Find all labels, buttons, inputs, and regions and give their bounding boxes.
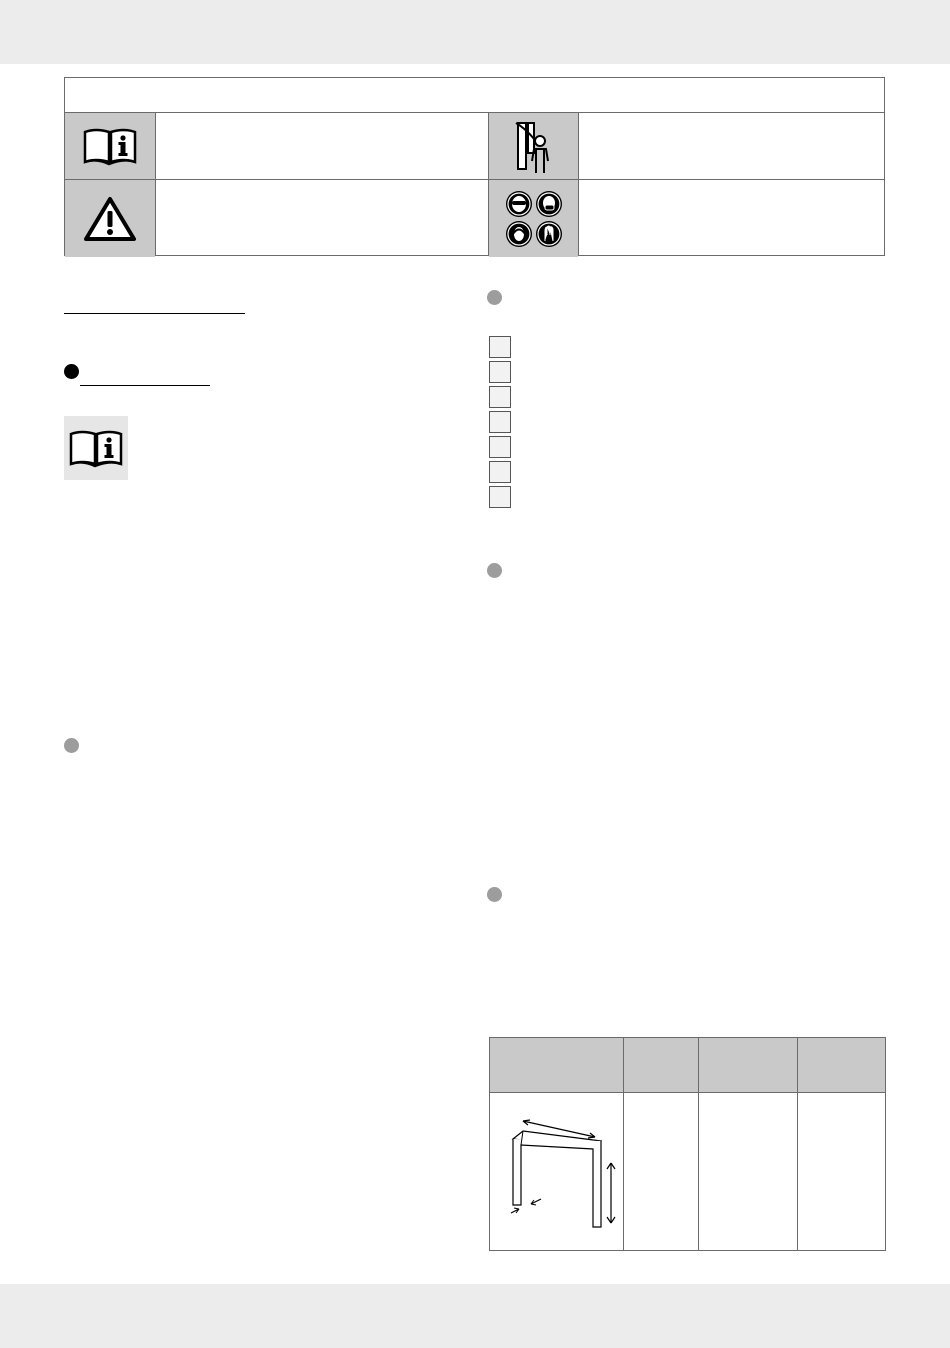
manual-info-icon (82, 126, 138, 166)
legend-icon-cell (489, 180, 578, 257)
legend-divider (578, 113, 579, 255)
heading-underline (64, 313, 245, 314)
table-value-cell (699, 1094, 797, 1250)
warning-triangle-icon (84, 196, 136, 242)
table-value-cell (798, 1094, 885, 1250)
manual-info-box (64, 416, 128, 480)
section-bullet (64, 364, 79, 379)
table-header-cell (624, 1038, 698, 1093)
legend-text (165, 113, 480, 179)
legend-text (589, 113, 879, 179)
section-bullet (487, 563, 502, 578)
top-page-band (0, 0, 950, 64)
dimensions-table (489, 1037, 886, 1251)
legend-text (589, 180, 879, 257)
delivery-checkbox[interactable] (489, 436, 511, 458)
frame-dimension-diagram (497, 1113, 617, 1231)
table-value-cell (624, 1094, 698, 1250)
section-bullet (487, 290, 502, 305)
bottom-page-band (0, 1284, 950, 1348)
section-underline (80, 385, 210, 386)
section-bullet (64, 738, 79, 753)
delivery-checkbox[interactable] (489, 486, 511, 508)
child-warning-icon (512, 117, 556, 175)
legend-icon-cell (65, 113, 155, 179)
legend-icon-cell (489, 113, 578, 179)
legend-divider (155, 113, 156, 255)
section-bullet (487, 887, 502, 902)
section-intro-title (84, 366, 210, 384)
symbol-legend-table (64, 77, 885, 256)
delivery-checkbox[interactable] (489, 411, 511, 433)
delivery-checkbox[interactable] (489, 336, 511, 358)
legend-text (165, 180, 480, 257)
table-figure-cell (490, 1094, 623, 1250)
protective-equipment-icon (504, 189, 564, 249)
left-heading (64, 294, 245, 312)
delivery-checkbox[interactable] (489, 361, 511, 383)
table-header-cell (490, 1038, 623, 1093)
legend-icon-cell (65, 180, 155, 257)
delivery-checkbox[interactable] (489, 461, 511, 483)
table-header-cell (699, 1038, 797, 1093)
manual-info-icon (68, 428, 124, 468)
table-header-cell (798, 1038, 885, 1093)
legend-header (65, 78, 884, 113)
delivery-checkbox[interactable] (489, 386, 511, 408)
